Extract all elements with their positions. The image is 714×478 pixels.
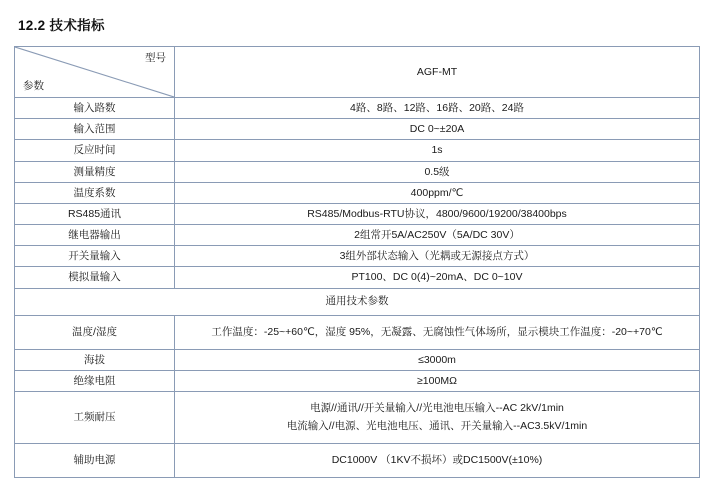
page-title (18, 14, 700, 34)
header-model-label: 型号 (145, 52, 166, 64)
row-value: DC1000V （1KV不损坏）或DC1500V(±10%) (175, 443, 700, 477)
table-header-row (15, 47, 700, 98)
row-param: 工频耐压 (15, 391, 175, 443)
table-row (15, 315, 700, 349)
row-param: 继电器输出 (15, 225, 175, 246)
row-param: 测量精度 (15, 161, 175, 182)
table-row (15, 98, 700, 119)
table-row (15, 349, 700, 370)
row-value-line: 电流输入//电源、光电池电压、通讯、开关量输入--AC3.5kV/1min (286, 420, 588, 433)
table-row (15, 246, 700, 267)
table-row (15, 391, 700, 443)
row-param: 反应时间 (15, 140, 175, 161)
row-value: PT100、DC 0(4)~20mA、DC 0~10V (175, 267, 700, 288)
row-param: 温度系数 (15, 182, 175, 203)
row-value-line: 电源//通讯//开关量输入//光电池电压输入--AC 2kV/1min (310, 402, 564, 415)
table-section-divider-row (15, 288, 700, 315)
row-value (175, 391, 700, 443)
table-row (15, 140, 700, 161)
row-param: RS485通讯 (15, 203, 175, 224)
row-value: 0.5级 (175, 161, 700, 182)
row-value: 工作温度：-25~+60℃，湿度 95%，无凝露、无腐蚀性气体场所，显示模块工作温度：-20~+70℃ (175, 315, 700, 349)
section-divider-label: 通用技术参数 (15, 288, 700, 315)
section-number: 12.2 (18, 18, 46, 33)
row-param: 辅助电源 (15, 443, 175, 477)
table-row (15, 370, 700, 391)
table-row (15, 119, 700, 140)
row-value: 4路、8路、12路、16路、20路、24路 (175, 98, 700, 119)
specification-table (14, 46, 700, 478)
row-param: 输入路数 (15, 98, 175, 119)
row-param: 绝缘电阻 (15, 370, 175, 391)
row-value: RS485/Modbus-RTU协议，4800/9600/19200/38400bps (175, 203, 700, 224)
row-value: ≤3000m (175, 349, 700, 370)
row-param: 开关量输入 (15, 246, 175, 267)
row-value: 2组常开5A/AC250V（5A/DC 30V） (175, 225, 700, 246)
header-model-value: AGF-MT (175, 47, 700, 98)
table-row (15, 161, 700, 182)
table-row (15, 182, 700, 203)
row-value: ≥100MΩ (175, 370, 700, 391)
row-value: 3组外部状态输入（光耦或无源接点方式） (175, 246, 700, 267)
row-value: DC 0~±20A (175, 119, 700, 140)
row-param: 模拟量输入 (15, 267, 175, 288)
row-param: 温度/湿度 (15, 315, 175, 349)
row-value: 400ppm/℃ (175, 182, 700, 203)
row-value: 1s (175, 140, 700, 161)
section-title-text: 技术指标 (49, 18, 105, 33)
table-row (15, 225, 700, 246)
header-param-label: 参数 (23, 79, 44, 92)
row-param: 输入范围 (15, 119, 175, 140)
table-row (15, 203, 700, 224)
row-param: 海拔 (15, 349, 175, 370)
header-split-cell (15, 47, 175, 98)
table-row (15, 267, 700, 288)
table-row (15, 443, 700, 477)
